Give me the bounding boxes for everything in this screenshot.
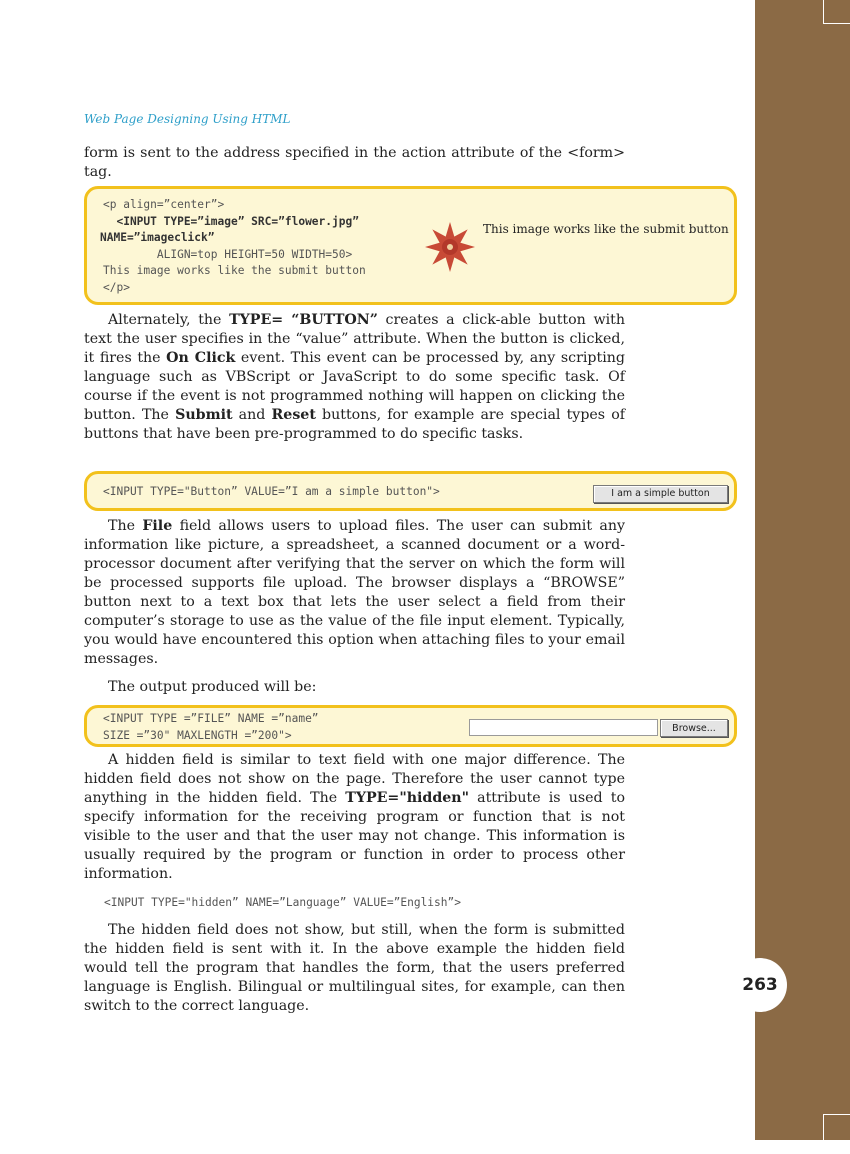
code-line: ALIGN=top HEIGHT=50 WIDTH=50> [103, 247, 353, 261]
hidden-field-code: <INPUT TYPE="hidden” NAME=”Language” VALUE=”English”> [104, 896, 461, 909]
corner-mark-top [823, 0, 850, 24]
browse-button[interactable]: Browse... [660, 719, 728, 737]
code-line: This image works like the submit button [103, 264, 366, 277]
page-number: 263 [733, 958, 787, 1012]
code-box-button-input [84, 471, 737, 511]
code-line: SIZE =”30" MAXLENGTH =”200"> [103, 728, 292, 742]
code-line: </p> [103, 280, 130, 294]
paragraph-hidden-submit: The hidden field does not show, but still, when the form is submitted the hidden field is sent with it. In the above example the hidden field would tell the program that handles the form, that the users preferred language is English. Bilingual or multilingual sites, for example, can then switch to the correct language. [84, 922, 625, 1014]
code-line: <INPUT TYPE =”FILE” NAME =”name” [103, 712, 319, 725]
paragraph-form-action: form is sent to the address specified in the action attribute of the <form> tag. [84, 145, 625, 180]
paragraph-hidden-field: A hidden field is similar to text field with one major difference. The hidden field does not show on the page. Therefore the user cannot type anything in the hidden field. The TYPE="hidden" attribute is used to specify information for the receiving program or function that is not visible to the user and that the user may not change. This information is usually required by the program or function in order to process other information. [84, 752, 625, 882]
code-box-file-input [84, 705, 737, 747]
code-line: NAME=”imageclick” [100, 231, 215, 244]
simple-button[interactable]: I am a simple button [593, 485, 728, 503]
code-box-image-input [84, 186, 737, 305]
flower-icon[interactable] [424, 221, 476, 273]
image-caption: This image works like the submit button [483, 222, 729, 236]
running-title: Web Page Designing Using HTML [84, 112, 291, 126]
paragraph-button: Alternately, the TYPE= “BUTTON” creates a click-able button with text the user specifies in the “value” attribute. When the button is clicked, it fires the On Click event. This event can be processed by, any scripting language such as VBScript or JavaScript to do some specific task. Of course if the event is not programmed nothing will happen on clicking the button. The Submit and Reset buttons, for example are special types of buttons that have been pre-programmed to do specific tasks. [84, 312, 626, 442]
code-line: <p align=”center”> [103, 198, 225, 211]
paragraph-output-intro: The output produced will be: [108, 679, 317, 695]
corner-mark-bottom [823, 1114, 850, 1154]
paragraph-file-field: The File field allows users to upload files. The user can submit any information like picture, a spreadsheet, a scanned document or a word-processor document after verifying that the server on which the form will be processed supports file upload. The browser displays a “BROWSE” button next to a text box that lets the user select a field from their computer’s storage to use as the value of the file input element. Typically, you would have encountered this option when attaching files to your email messages. [84, 518, 625, 667]
code-line: <INPUT TYPE="Button” VALUE=”I am a simple button"> [103, 485, 440, 498]
file-path-input[interactable] [469, 719, 658, 736]
code-line: <INPUT TYPE=”image” SRC=”flower.jpg” [103, 214, 359, 228]
